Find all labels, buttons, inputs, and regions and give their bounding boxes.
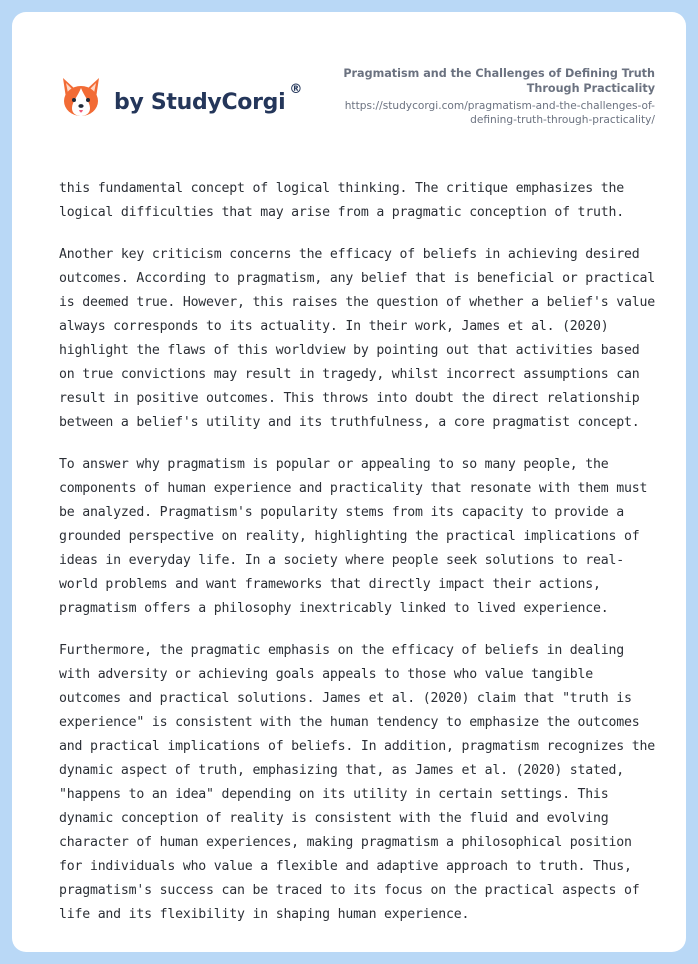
paragraph: To answer why pragmatism is popular or appealing to so many people, the components of human experience and practicality that resonate with them must be analyzed. Pragmatism's popularity stems from its capacity to provide a grounded perspective on reality, highlighting the practical implications of ideas in everyday life. In a society where people seek solutions to real-world problems and want frameworks that directly impact their actions, pragmatism offers a philosophy inextricably linked to lived experience. — [59, 457, 648, 616]
studycorgi-logo[interactable] — [60, 76, 302, 120]
paragraph: this fundamental concept of logical thinking. The critique emphasizes the logical difficulties that may arise from a pragmatic conception of truth. — [59, 181, 624, 220]
paragraph: Another key criticism concerns the efficacy of beliefs in achieving desired outcomes. According to pragmatism, any belief that is beneficial or practical is deemed true. However, this raises the question of whether a belief's value always corresponds to its actuality. In their work, James et al. (2020) highlight the flaws of this worldview by pointing out that activities based on true convictions may result in tragedy, whilst incorrect assumptions can result in positive outcomes. This throws into doubt the direct relationship between a belief's utility and its truthfulness, a core pragmatist concept. — [59, 247, 655, 430]
article-body — [59, 177, 659, 945]
registered-mark: ® — [289, 81, 303, 97]
document-title: Pragmatism and the Challenges of Defining Truth Through Practicality — [343, 67, 655, 95]
brand-name: by StudyCorgi® — [114, 81, 303, 115]
document-url-link[interactable]: https://studycorgi.com/pragmatism-and-the-challenges-of-defining-truth-through-practicality/ — [344, 100, 655, 126]
document-page — [12, 12, 686, 952]
document-meta — [315, 66, 655, 127]
corgi-icon — [60, 76, 102, 120]
paragraph: Furthermore, the pragmatic emphasis on the efficacy of beliefs in dealing with adversity or achieving goals appeals to those who value tangible outcomes and practical solutions. James et al. (2020) claim that "truth is experience" is consistent with the human tendency to emphasize the outcomes and practical implications of beliefs. In addition, pragmatism recognizes the dynamic aspect of truth, emphasizing that, as James et al. (2020) stated, "happens to an idea" depending on its utility in certain settings. This dynamic conception of reality is consistent with the fluid and evolving character of human experiences, making pragmatism a philosophical position for individuals who value a flexible and adaptive approach to truth. Thus, pragmatism's success can be traced to its focus on the practical aspects of life and its flexibility in shaping human experience. — [59, 643, 655, 922]
